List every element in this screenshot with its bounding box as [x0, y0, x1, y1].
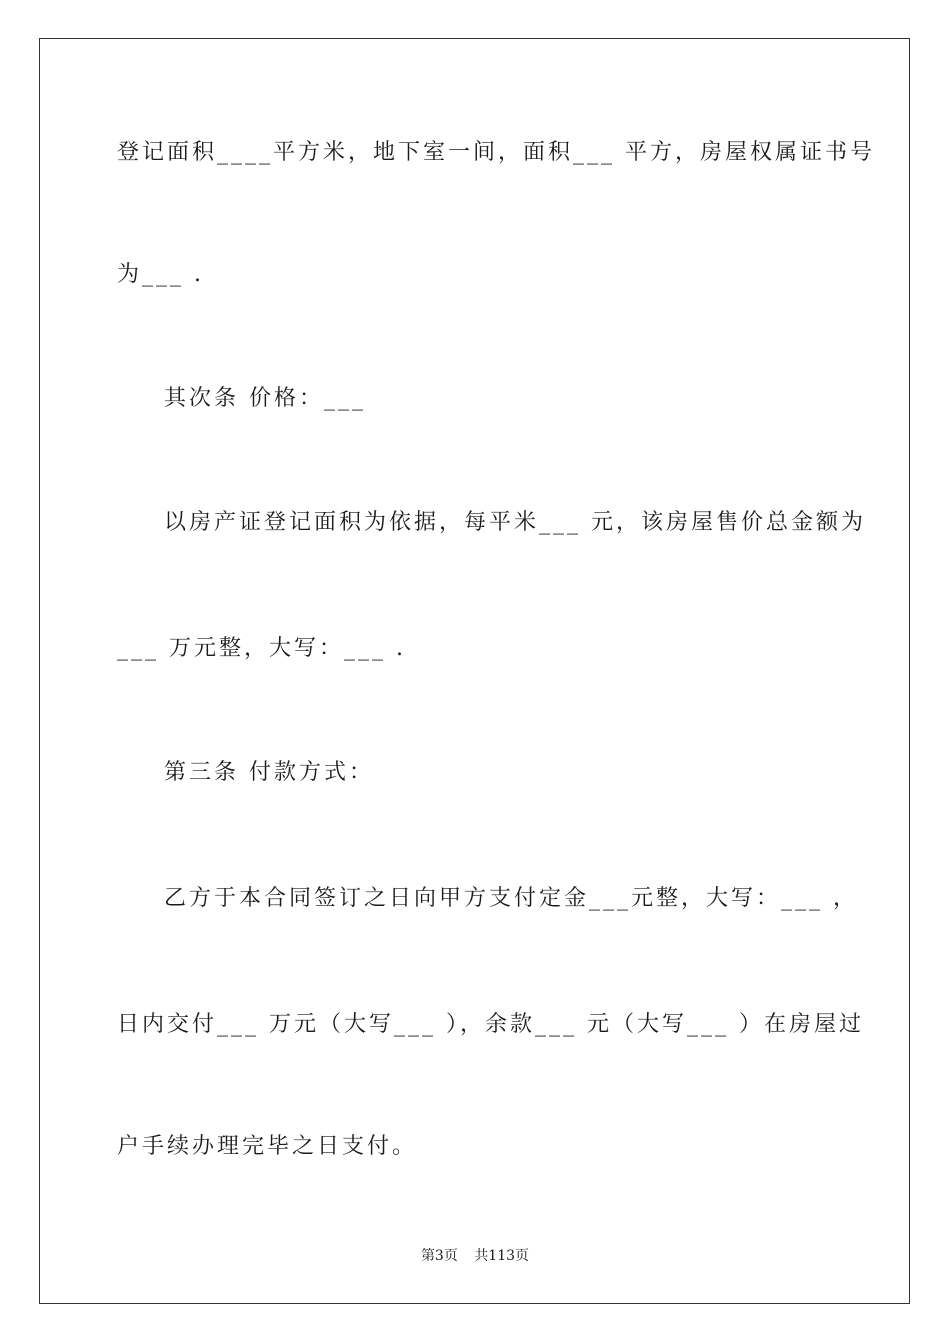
text-line-2: 为___ .: [117, 262, 204, 287]
page-number-current: 第3页: [420, 1248, 458, 1264]
page-frame: [39, 38, 910, 1304]
text-line-5: ___ 万元整，大写：___ .: [117, 636, 406, 661]
text-line-9: 户手续办理完毕之日支付。: [117, 1134, 418, 1159]
text-line-1: 登记面积____平方米，地下室一间，面积___ 平方，房屋权属证书号: [117, 140, 875, 165]
text-line-8: 日内交付___ 万元（大写___ ），余款___ 元（大写___ ）在房屋过: [117, 1012, 864, 1037]
text-line-4: 以房产证登记面积为依据，每平米___ 元，该房屋售价总金额为: [164, 510, 866, 535]
text-line-7: 乙方于本合同签订之日向甲方支付定金___元整，大写：___ ，: [164, 886, 858, 911]
page-number-total: 共113页: [474, 1248, 530, 1264]
clause-3-heading: 第三条 付款方式：: [164, 760, 374, 785]
clause-2-heading: 其次条 价格：___: [164, 386, 366, 411]
page-footer: [0, 1246, 950, 1266]
